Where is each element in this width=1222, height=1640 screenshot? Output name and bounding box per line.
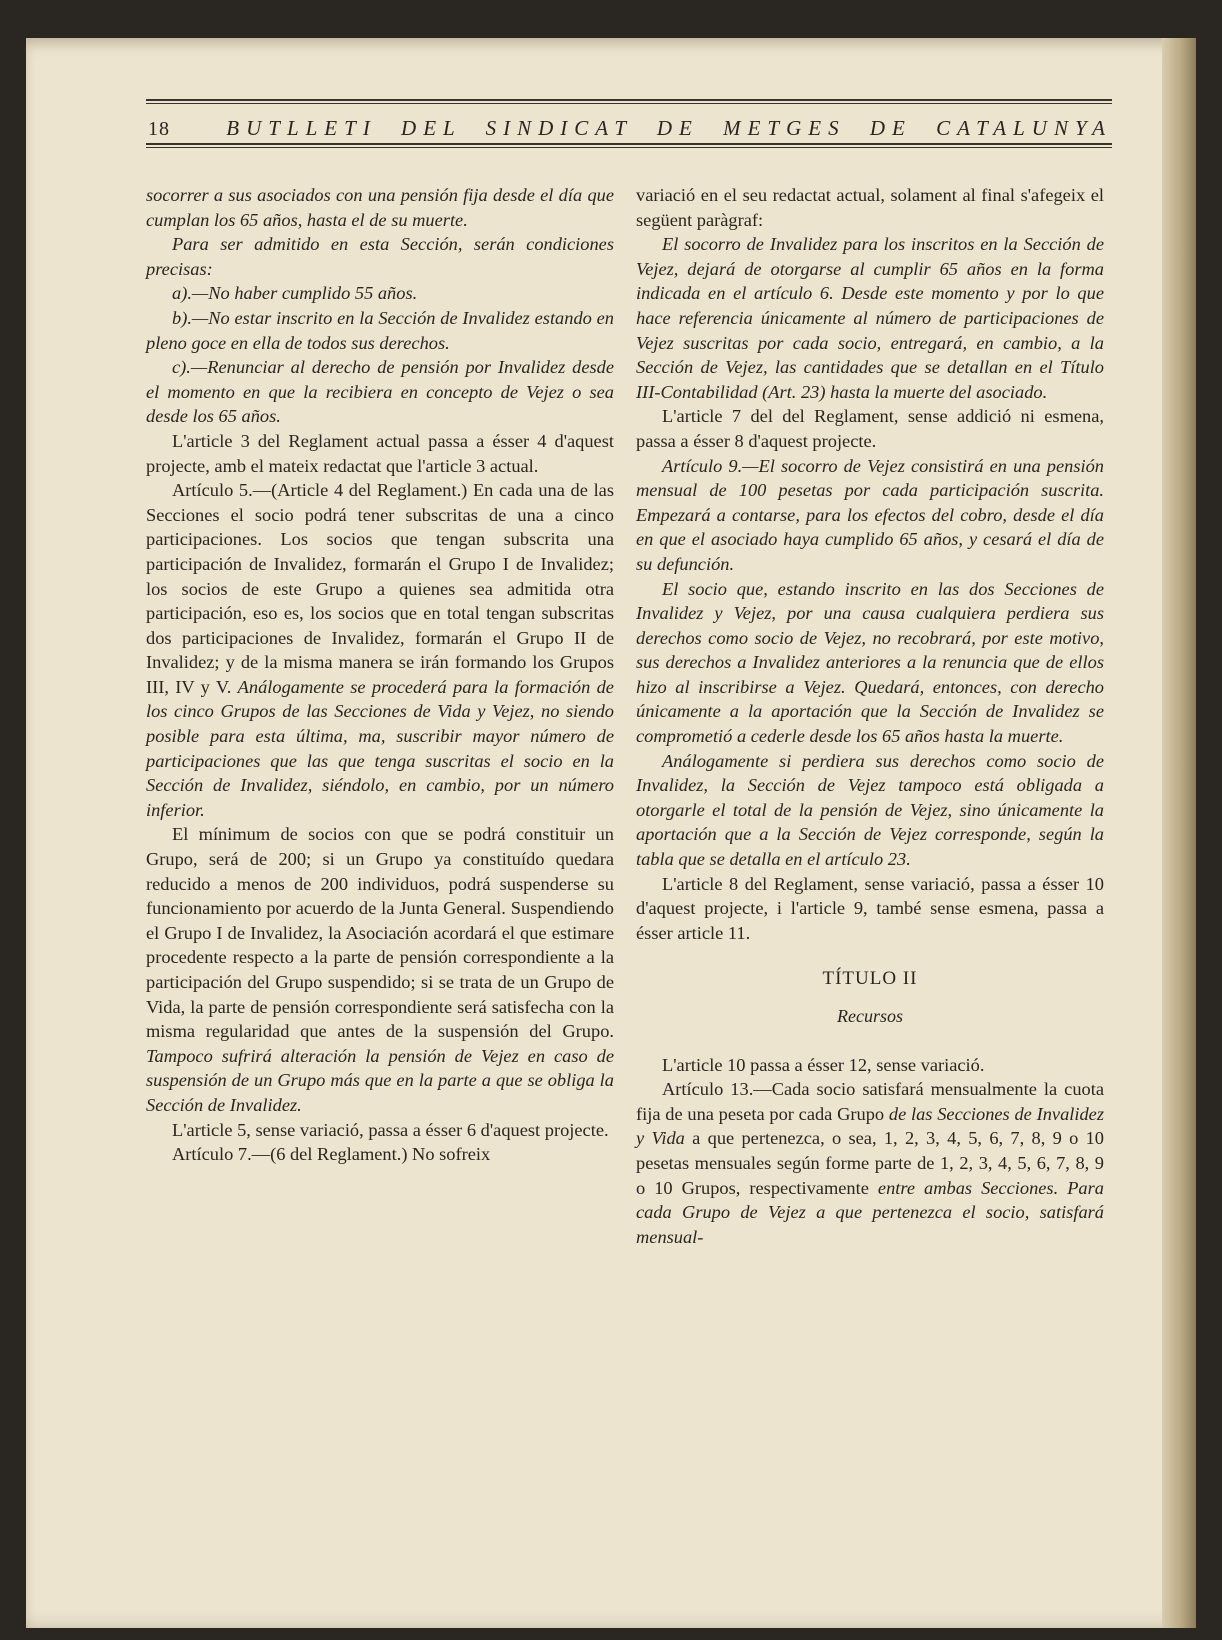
paragraph: socorrer a sus asociados con una pensión fija desde el día que cumplan los 65 años, hasta el de su muerte. [146,185,614,230]
paragraph [146,822,614,1117]
paragraph-text-italic: entre ambas Secciones. Para cada Grupo de Vejez a que pertenezca el socio, satisfará mensual- [636,1177,1104,1247]
paragraph-text: Artículo 5.—(Article 4 del Reglament.) En cada una de las Secciones el socio podrá tener subscritas de una a cinco participaciones. Los socios que tengan subscrita una participación de Invalidez, formarán el Grupo I de Invalidez; los socios de este Grupo a quienes sea admitida otra participación, eso es, los socios que en total tengan subscritas dos participaciones de Invalidez, formarán el Grupo II de Invalidez; y de la misma manera se irán formando los Grupos III, IV y V. [146,480,614,697]
page-number: 18 [148,118,170,140]
book-spine [1162,38,1196,1628]
paragraph: b).—No estar inscrito en la Sección de Invalidez estando en pleno goce en ella de todos sus derechos. [146,307,614,353]
header-rule [146,103,1112,104]
paragraph: Análogamente si perdiera sus derechos como socio de Invalidez, la Sección de Vejez tampoco está obligada a otorgarle el total de la pensión de Vejez, sino únicamente la aportación que a la Sección de Vejez corresponde, según la tabla que se detalla en el artículo 23. [636,750,1104,870]
paragraph: L'article 3 del Reglament actual passa a ésser 4 d'aquest projecte, amb el mateix redactat que l'article 3 actual. [146,430,614,476]
paragraph: El socorro de Invalidez para los inscritos en la Sección de Vejez, dejará de otorgarse al cumplir 65 años en la forma indicada en el artículo 6. Desde este momento y por lo que hace referencia únicamente al número de participaciones de Vejez suscritas por cada socio, entregará, en cambio, a la Sección de Vejez, las cantidades que se detallan en el Título III-Contabilidad (Art. 23) hasta la muerte del asociado. [636,234,1104,402]
paragraph-text-italic: Tampoco sufrirá alteración la pensión de Vejez en caso de suspensión de un Grupo más que en la parte a que se obliga la Sección de Invalidez. [146,1045,614,1115]
paragraph [146,478,614,822]
paragraph: El socio que, estando inscrito en las dos Secciones de Invalidez y Vejez, por una causa cualquiera perdiera sus derechos como socio de Vejez, no recobrará, por este motivo, sus derechos a Invalidez anteriores a la renuncia que de ellos hizo al inscribirse a Vejez. Quedará, entonces, con derecho únicamente a la aportación que la Sección de Invalidez se comprometió a cederle desde los 65 años hasta la muerte. [636,578,1104,747]
paragraph: a).—No haber cumplido 55 años. [172,283,418,304]
left-column [146,183,614,1167]
journal-title: BUTLLETI DEL SINDICAT DE METGES DE CATALUNYA [226,116,1112,140]
paragraph: Para ser admitido en esta Sección, serán condiciones precisas: [146,234,614,279]
running-header [146,93,1112,153]
paragraph: L'article 5, sense variació, passa a ésser 6 d'aquest projecte. [172,1119,609,1140]
section-subtitle: Recursos [837,1006,903,1026]
right-column [636,183,1104,1249]
paragraph: L'article 10 passa a ésser 12, sense variació. [662,1054,985,1075]
paragraph: c).—Renunciar al derecho de pensión por Invalidez desde el momento en que la recibiera en concepto de Vejez o sea desde los 65 años. [146,357,614,427]
header-rule [146,143,1112,145]
paragraph: Artículo 7.—(6 del Reglament.) No sofreix [172,1144,491,1165]
paragraph-text: El mínimum de socios con que se podrá constituir un Grupo, será de 200; si un Grupo ya constituído quedara reducido a menos de 200 individuos, podrá suspenderse su funcionamiento por acuerdo de la Junta General. Suspendiendo el Grupo I de Invalidez, la Asociación acordará el que estimare procedente respecto a la parte de pensión correspondiente a la participación del Grupo suspendido; si se trata de un Grupo de Vida, la parte de pensión correspondiente será satisfecha con la misma regularidad que antes de la suspensión del Grupo. [146,824,614,1042]
paragraph: Artículo 9.—El socorro de Vejez consistirá en una pensión mensual de 100 pesetas por cada participación suscrita. Empezará a contarse, para los efectos del cobro, desde el día en que el asociado haya cumplido 65 años, y cesará el día de su defunción. [636,455,1104,574]
paragraph: L'article 8 del Reglament, sense variació, passa a ésser 10 d'aquest projecte, i l'article 9, també sense esmena, passa a ésser article 11. [636,873,1104,943]
paragraph [636,1077,1104,1249]
paragraph: L'article 7 del del Reglament, sense addició ni esmena, passa a ésser 8 d'aquest projecte. [636,406,1104,451]
paragraph-text: a que pertenezca, o sea, 1, 2, 3, 4, 5, 6, 7, 8, 9 o 10 pesetas mensuales según forme parte de 1, 2, 3, 4, 5, 6, 7, 8, 9 o 10 Grupos, respectivamente [636,1128,1104,1198]
header-rule [146,147,1112,148]
header-row [146,107,1112,141]
section-title: TÍTULO II [822,968,918,990]
document-page [26,38,1196,1628]
paragraph-text-italic: de las Secciones de Invalidez y Vida [636,1103,1104,1149]
paragraph-text-italic: Análogamente se procederá para la formación de los cinco Grupos de las Secciones de Vida y Vejez, no siendo posible para esta última, ma, suscribir mayor número de participaciones que las que tenga suscritas el socio en la Sección de Invalidez, siéndolo, en cambio, por un número inferior. [146,676,614,820]
header-rule [146,99,1112,101]
paragraph-text: Artículo 13.—Cada socio satisfará mensualmente la cuota fija de una peseta por cada Grupo [636,1079,1104,1124]
paragraph: variació en el seu redactat actual, solament al final s'afegeix el següent paràgraf: [636,185,1104,230]
